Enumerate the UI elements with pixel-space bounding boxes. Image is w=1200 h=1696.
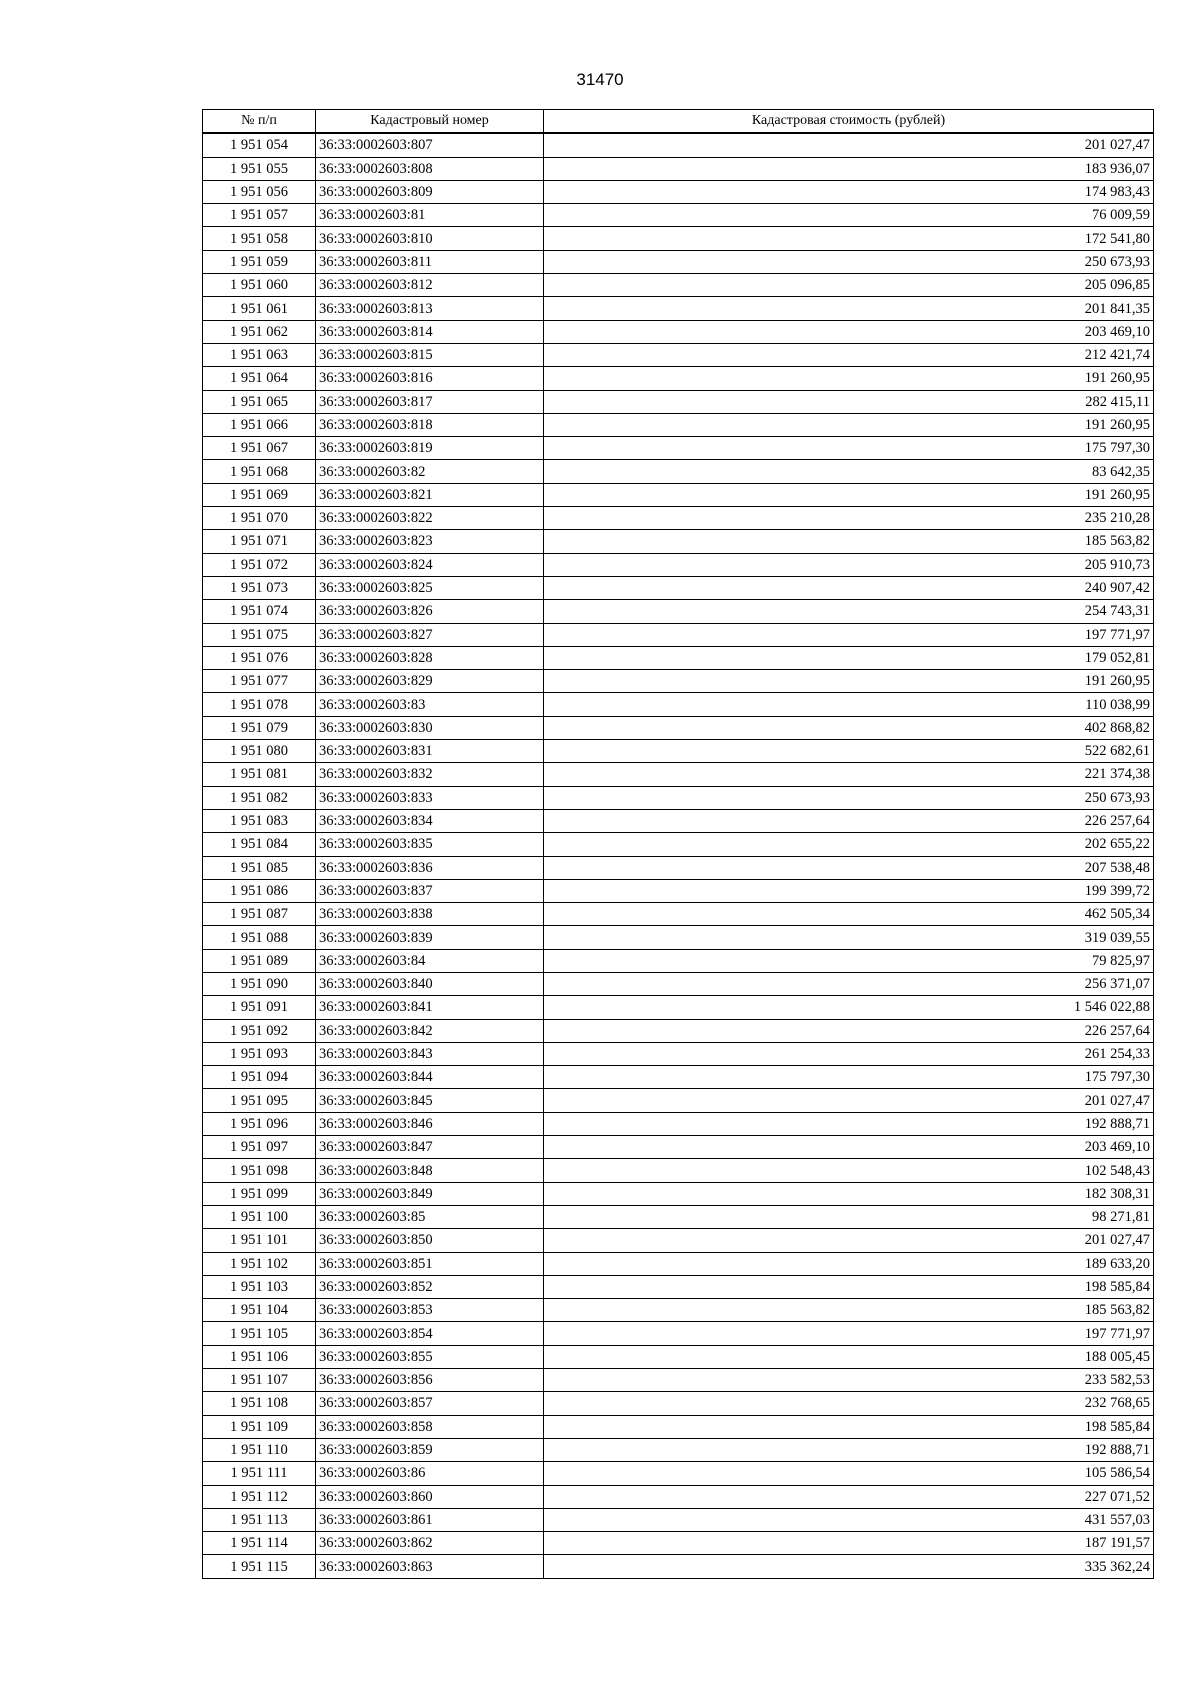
cadastral-value-cell: 462 505,34 (544, 903, 1154, 926)
row-number-cell: 1 951 075 (203, 623, 316, 646)
cadastral-number-cell: 36:33:0002603:852 (316, 1275, 544, 1298)
table-row (203, 1438, 1154, 1461)
cadastral-value-cell: 221 374,38 (544, 763, 1154, 786)
cadastral-number-cell: 36:33:0002603:858 (316, 1415, 544, 1438)
row-number-cell: 1 951 107 (203, 1369, 316, 1392)
cadastral-number-cell: 36:33:0002603:859 (316, 1438, 544, 1461)
row-number-cell: 1 951 066 (203, 413, 316, 436)
row-number-cell: 1 951 071 (203, 530, 316, 553)
cadastral-value-cell: 174 983,43 (544, 180, 1154, 203)
table-row (203, 367, 1154, 390)
table-row (203, 413, 1154, 436)
row-number-cell: 1 951 088 (203, 926, 316, 949)
cadastral-value-cell: 201 027,47 (544, 1229, 1154, 1252)
cadastral-value-cell: 191 260,95 (544, 413, 1154, 436)
cadastral-value-cell: 431 557,03 (544, 1508, 1154, 1531)
cadastral-value-cell: 282 415,11 (544, 390, 1154, 413)
cadastral-number-cell: 36:33:0002603:817 (316, 390, 544, 413)
cadastral-value-cell: 185 563,82 (544, 530, 1154, 553)
row-number-cell: 1 951 095 (203, 1089, 316, 1112)
row-number-cell: 1 951 104 (203, 1299, 316, 1322)
table-row (203, 926, 1154, 949)
table-row (203, 623, 1154, 646)
cadastral-number-cell: 36:33:0002603:808 (316, 157, 544, 180)
column-header-cadastral-number: Кадастровый номер (316, 110, 544, 134)
cadastral-value-cell: 172 541,80 (544, 227, 1154, 250)
table-row (203, 600, 1154, 623)
table-row (203, 1112, 1154, 1135)
cadastral-number-cell: 36:33:0002603:82 (316, 460, 544, 483)
table-row (203, 437, 1154, 460)
cadastral-number-cell: 36:33:0002603:85 (316, 1205, 544, 1228)
row-number-cell: 1 951 057 (203, 204, 316, 227)
row-number-cell: 1 951 062 (203, 320, 316, 343)
cadastral-value-cell: 212 421,74 (544, 343, 1154, 366)
table-row (203, 903, 1154, 926)
cadastral-value-cell: 319 039,55 (544, 926, 1154, 949)
table-row (203, 740, 1154, 763)
cadastral-number-cell: 36:33:0002603:828 (316, 646, 544, 669)
cadastral-number-cell: 36:33:0002603:814 (316, 320, 544, 343)
row-number-cell: 1 951 099 (203, 1182, 316, 1205)
cadastral-value-cell: 1 546 022,88 (544, 996, 1154, 1019)
row-number-cell: 1 951 105 (203, 1322, 316, 1345)
table-row (203, 133, 1154, 157)
row-number-cell: 1 951 082 (203, 786, 316, 809)
cadastral-value-cell: 175 797,30 (544, 437, 1154, 460)
table-row (203, 1066, 1154, 1089)
cadastral-value-cell: 226 257,64 (544, 809, 1154, 832)
cadastral-value-cell: 182 308,31 (544, 1182, 1154, 1205)
table-row (203, 507, 1154, 530)
row-number-cell: 1 951 084 (203, 833, 316, 856)
cadastral-value-cell: 198 585,84 (544, 1415, 1154, 1438)
table-row (203, 204, 1154, 227)
cadastral-number-cell: 36:33:0002603:845 (316, 1089, 544, 1112)
table-row (203, 1019, 1154, 1042)
cadastral-value-cell: 76 009,59 (544, 204, 1154, 227)
table-row (203, 833, 1154, 856)
cadastral-number-cell: 36:33:0002603:815 (316, 343, 544, 366)
row-number-cell: 1 951 068 (203, 460, 316, 483)
table-row (203, 227, 1154, 250)
cadastral-value-cell: 203 469,10 (544, 1136, 1154, 1159)
table-row (203, 553, 1154, 576)
cadastral-value-cell: 205 096,85 (544, 274, 1154, 297)
row-number-cell: 1 951 074 (203, 600, 316, 623)
cadastral-number-cell: 36:33:0002603:863 (316, 1555, 544, 1578)
cadastral-value-cell: 179 052,81 (544, 646, 1154, 669)
row-number-cell: 1 951 076 (203, 646, 316, 669)
table-row (203, 390, 1154, 413)
cadastral-number-cell: 36:33:0002603:853 (316, 1299, 544, 1322)
table-row (203, 250, 1154, 273)
cadastral-number-cell: 36:33:0002603:829 (316, 670, 544, 693)
table-row (203, 1555, 1154, 1578)
row-number-cell: 1 951 087 (203, 903, 316, 926)
cadastral-number-cell: 36:33:0002603:833 (316, 786, 544, 809)
cadastral-value-cell: 191 260,95 (544, 367, 1154, 390)
cadastral-number-cell: 36:33:0002603:848 (316, 1159, 544, 1182)
cadastral-number-cell: 36:33:0002603:854 (316, 1322, 544, 1345)
table-row (203, 856, 1154, 879)
cadastral-value-cell: 102 548,43 (544, 1159, 1154, 1182)
row-number-cell: 1 951 098 (203, 1159, 316, 1182)
cadastral-value-cell: 83 642,35 (544, 460, 1154, 483)
cadastral-number-cell: 36:33:0002603:839 (316, 926, 544, 949)
row-number-cell: 1 951 114 (203, 1532, 316, 1555)
cadastral-number-cell: 36:33:0002603:836 (316, 856, 544, 879)
row-number-cell: 1 951 090 (203, 972, 316, 995)
row-number-cell: 1 951 108 (203, 1392, 316, 1415)
page-number: 31470 (576, 70, 624, 89)
cadastral-value-cell: 256 371,07 (544, 972, 1154, 995)
row-number-cell: 1 951 096 (203, 1112, 316, 1135)
cadastral-number-cell: 36:33:0002603:844 (316, 1066, 544, 1089)
cadastral-number-cell: 36:33:0002603:847 (316, 1136, 544, 1159)
cadastral-number-cell: 36:33:0002603:826 (316, 600, 544, 623)
cadastral-number-cell: 36:33:0002603:856 (316, 1369, 544, 1392)
cadastral-value-cell: 402 868,82 (544, 716, 1154, 739)
cadastral-value-cell: 185 563,82 (544, 1299, 1154, 1322)
cadastral-number-cell: 36:33:0002603:837 (316, 879, 544, 902)
cadastral-number-cell: 36:33:0002603:813 (316, 297, 544, 320)
row-number-cell: 1 951 072 (203, 553, 316, 576)
row-number-cell: 1 951 073 (203, 576, 316, 599)
table-header (203, 110, 1154, 134)
row-number-cell: 1 951 103 (203, 1275, 316, 1298)
cadastral-value-cell: 227 071,52 (544, 1485, 1154, 1508)
cadastral-number-cell: 36:33:0002603:830 (316, 716, 544, 739)
table-row (203, 1229, 1154, 1252)
row-number-cell: 1 951 060 (203, 274, 316, 297)
table-row (203, 1182, 1154, 1205)
table-row (203, 1415, 1154, 1438)
cadastral-number-cell: 36:33:0002603:821 (316, 483, 544, 506)
table-row (203, 343, 1154, 366)
table-row (203, 716, 1154, 739)
row-number-cell: 1 951 100 (203, 1205, 316, 1228)
cadastral-value-cell: 98 271,81 (544, 1205, 1154, 1228)
cadastral-value-cell: 201 027,47 (544, 133, 1154, 157)
cadastral-number-cell: 36:33:0002603:810 (316, 227, 544, 250)
cadastral-value-cell: 191 260,95 (544, 483, 1154, 506)
cadastral-number-cell: 36:33:0002603:823 (316, 530, 544, 553)
cadastral-number-cell: 36:33:0002603:812 (316, 274, 544, 297)
row-number-cell: 1 951 081 (203, 763, 316, 786)
row-number-cell: 1 951 112 (203, 1485, 316, 1508)
table-row (203, 530, 1154, 553)
cadastral-number-cell: 36:33:0002603:824 (316, 553, 544, 576)
table-row (203, 297, 1154, 320)
cadastral-number-cell: 36:33:0002603:850 (316, 1229, 544, 1252)
row-number-cell: 1 951 113 (203, 1508, 316, 1531)
cadastral-number-cell: 36:33:0002603:846 (316, 1112, 544, 1135)
cadastral-number-cell: 36:33:0002603:818 (316, 413, 544, 436)
row-number-cell: 1 951 064 (203, 367, 316, 390)
row-number-cell: 1 951 063 (203, 343, 316, 366)
table-row (203, 460, 1154, 483)
row-number-cell: 1 951 086 (203, 879, 316, 902)
cadastral-value-cell: 203 469,10 (544, 320, 1154, 343)
cadastral-number-cell: 36:33:0002603:83 (316, 693, 544, 716)
cadastral-value-cell: 197 771,97 (544, 1322, 1154, 1345)
row-number-cell: 1 951 091 (203, 996, 316, 1019)
cadastral-number-cell: 36:33:0002603:855 (316, 1345, 544, 1368)
row-number-cell: 1 951 092 (203, 1019, 316, 1042)
row-number-cell: 1 951 065 (203, 390, 316, 413)
table-row (203, 1322, 1154, 1345)
cadastral-number-cell: 36:33:0002603:840 (316, 972, 544, 995)
cadastral-number-cell: 36:33:0002603:81 (316, 204, 544, 227)
cadastral-number-cell: 36:33:0002603:860 (316, 1485, 544, 1508)
cadastral-number-cell: 36:33:0002603:849 (316, 1182, 544, 1205)
cadastral-value-cell: 79 825,97 (544, 949, 1154, 972)
table-row (203, 157, 1154, 180)
cadastral-value-cell: 201 027,47 (544, 1089, 1154, 1112)
table-row (203, 1159, 1154, 1182)
row-number-cell: 1 951 106 (203, 1345, 316, 1368)
row-number-cell: 1 951 077 (203, 670, 316, 693)
table-row (203, 763, 1154, 786)
cadastral-number-cell: 36:33:0002603:835 (316, 833, 544, 856)
table-row (203, 1042, 1154, 1065)
cadastral-number-cell: 36:33:0002603:825 (316, 576, 544, 599)
table-row (203, 646, 1154, 669)
cadastral-value-cell: 226 257,64 (544, 1019, 1154, 1042)
cadastral-number-cell: 36:33:0002603:811 (316, 250, 544, 273)
table-row (203, 879, 1154, 902)
cadastral-value-cell: 197 771,97 (544, 623, 1154, 646)
cadastral-number-cell: 36:33:0002603:831 (316, 740, 544, 763)
cadastral-value-cell: 192 888,71 (544, 1112, 1154, 1135)
cadastral-value-cell: 110 038,99 (544, 693, 1154, 716)
table-row (203, 576, 1154, 599)
cadastral-number-cell: 36:33:0002603:816 (316, 367, 544, 390)
table-row (203, 1508, 1154, 1531)
cadastral-value-cell: 522 682,61 (544, 740, 1154, 763)
cadastral-value-cell: 105 586,54 (544, 1462, 1154, 1485)
cadastral-value-cell: 250 673,93 (544, 786, 1154, 809)
row-number-cell: 1 951 101 (203, 1229, 316, 1252)
row-number-cell: 1 951 054 (203, 133, 316, 157)
table-row (203, 809, 1154, 832)
table-row (203, 949, 1154, 972)
row-number-cell: 1 951 055 (203, 157, 316, 180)
row-number-cell: 1 951 085 (203, 856, 316, 879)
cadastral-value-cell: 335 362,24 (544, 1555, 1154, 1578)
table-row (203, 1089, 1154, 1112)
row-number-cell: 1 951 056 (203, 180, 316, 203)
table-row (203, 320, 1154, 343)
cadastral-number-cell: 36:33:0002603:842 (316, 1019, 544, 1042)
cadastral-number-cell: 36:33:0002603:86 (316, 1462, 544, 1485)
table-row (203, 693, 1154, 716)
cadastral-number-cell: 36:33:0002603:843 (316, 1042, 544, 1065)
row-number-cell: 1 951 102 (203, 1252, 316, 1275)
cadastral-number-cell: 36:33:0002603:857 (316, 1392, 544, 1415)
cadastral-value-cell: 232 768,65 (544, 1392, 1154, 1415)
row-number-cell: 1 951 080 (203, 740, 316, 763)
column-header-cadastral-value: Кадастровая стоимость (рублей) (544, 110, 1154, 134)
row-number-cell: 1 951 067 (203, 437, 316, 460)
cadastral-value-cell: 188 005,45 (544, 1345, 1154, 1368)
cadastral-number-cell: 36:33:0002603:819 (316, 437, 544, 460)
table-row (203, 670, 1154, 693)
cadastral-value-cell: 261 254,33 (544, 1042, 1154, 1065)
table-row (203, 786, 1154, 809)
cadastral-value-cell: 205 910,73 (544, 553, 1154, 576)
table-row (203, 483, 1154, 506)
cadastral-number-cell: 36:33:0002603:822 (316, 507, 544, 530)
table-row (203, 1205, 1154, 1228)
table-row (203, 1485, 1154, 1508)
table-row (203, 1462, 1154, 1485)
cadastral-table (202, 109, 1154, 1579)
cadastral-number-cell: 36:33:0002603:851 (316, 1252, 544, 1275)
cadastral-value-cell: 202 655,22 (544, 833, 1154, 856)
cadastral-number-cell: 36:33:0002603:861 (316, 1508, 544, 1531)
table-row (203, 180, 1154, 203)
cadastral-value-cell: 201 841,35 (544, 297, 1154, 320)
row-number-cell: 1 951 083 (203, 809, 316, 832)
table-body (203, 133, 1154, 1578)
row-number-cell: 1 951 070 (203, 507, 316, 530)
column-header-number: № п/п (203, 110, 316, 134)
row-number-cell: 1 951 109 (203, 1415, 316, 1438)
cadastral-value-cell: 233 582,53 (544, 1369, 1154, 1392)
cadastral-number-cell: 36:33:0002603:809 (316, 180, 544, 203)
table-row (203, 972, 1154, 995)
cadastral-value-cell: 183 936,07 (544, 157, 1154, 180)
row-number-cell: 1 951 089 (203, 949, 316, 972)
cadastral-number-cell: 36:33:0002603:838 (316, 903, 544, 926)
row-number-cell: 1 951 093 (203, 1042, 316, 1065)
cadastral-value-cell: 254 743,31 (544, 600, 1154, 623)
cadastral-number-cell: 36:33:0002603:834 (316, 809, 544, 832)
row-number-cell: 1 951 078 (203, 693, 316, 716)
row-number-cell: 1 951 111 (203, 1462, 316, 1485)
cadastral-number-cell: 36:33:0002603:832 (316, 763, 544, 786)
row-number-cell: 1 951 059 (203, 250, 316, 273)
cadastral-number-cell: 36:33:0002603:841 (316, 996, 544, 1019)
cadastral-number-cell: 36:33:0002603:827 (316, 623, 544, 646)
header-row (203, 110, 1154, 134)
cadastral-number-cell: 36:33:0002603:862 (316, 1532, 544, 1555)
row-number-cell: 1 951 097 (203, 1136, 316, 1159)
cadastral-value-cell: 192 888,71 (544, 1438, 1154, 1461)
cadastral-value-cell: 191 260,95 (544, 670, 1154, 693)
table-row (203, 1392, 1154, 1415)
cadastral-value-cell: 235 210,28 (544, 507, 1154, 530)
table-row (203, 1299, 1154, 1322)
table-row (203, 1345, 1154, 1368)
table-row (203, 1136, 1154, 1159)
table-row (203, 1275, 1154, 1298)
cadastral-number-cell: 36:33:0002603:807 (316, 133, 544, 157)
table-row (203, 1532, 1154, 1555)
cadastral-value-cell: 240 907,42 (544, 576, 1154, 599)
row-number-cell: 1 951 079 (203, 716, 316, 739)
cadastral-number-cell: 36:33:0002603:84 (316, 949, 544, 972)
table-row (203, 1252, 1154, 1275)
row-number-cell: 1 951 115 (203, 1555, 316, 1578)
cadastral-value-cell: 199 399,72 (544, 879, 1154, 902)
cadastral-value-cell: 207 538,48 (544, 856, 1154, 879)
cadastral-value-cell: 189 633,20 (544, 1252, 1154, 1275)
cadastral-value-cell: 175 797,30 (544, 1066, 1154, 1089)
row-number-cell: 1 951 069 (203, 483, 316, 506)
cadastral-value-cell: 250 673,93 (544, 250, 1154, 273)
cadastral-value-cell: 187 191,57 (544, 1532, 1154, 1555)
table-row (203, 1369, 1154, 1392)
row-number-cell: 1 951 110 (203, 1438, 316, 1461)
table-row (203, 274, 1154, 297)
cadastral-value-cell: 198 585,84 (544, 1275, 1154, 1298)
table-row (203, 996, 1154, 1019)
row-number-cell: 1 951 094 (203, 1066, 316, 1089)
row-number-cell: 1 951 061 (203, 297, 316, 320)
row-number-cell: 1 951 058 (203, 227, 316, 250)
